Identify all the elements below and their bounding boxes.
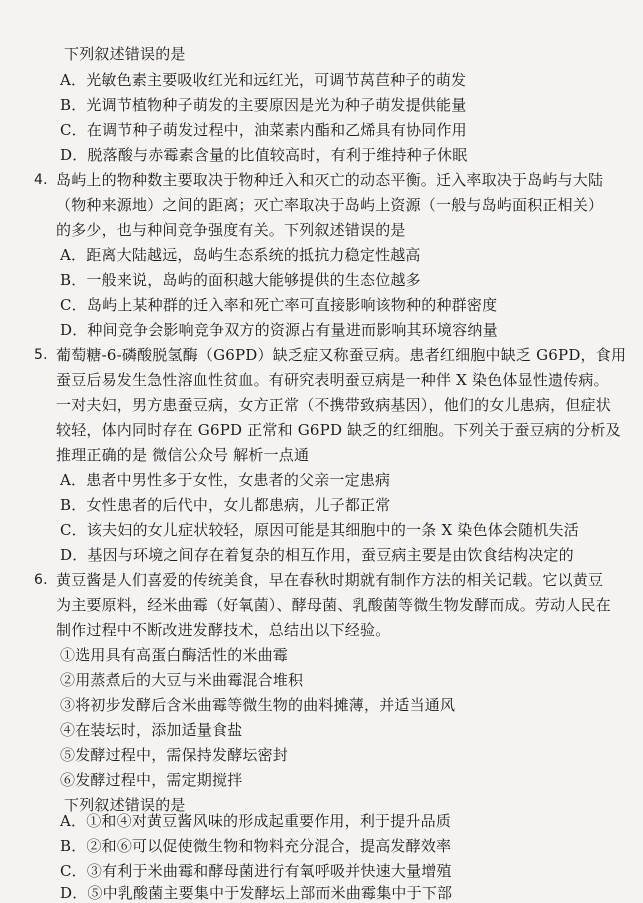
q6-item-3: ③将初步发酵后含米曲霉等微生物的曲料摊薄，并适当通风 [60,696,456,714]
q3-option-d: D．脱落酸与赤霉素含量的比值较高时，有利于维持种子休眠 [60,146,468,164]
q4-option-c: C．岛屿上某种群的迁入率和死亡率可直接影响该物种的种群密度 [60,296,498,314]
q6-number: 6. [34,572,48,588]
q6-item-6: ⑥发酵过程中，需定期搅拌 [60,771,243,789]
q6-option-b: B．②和⑥可以促使微生物和物料充分混合，提高发酵效率 [60,837,452,855]
q3-option-b: B．光调节植物种子萌发的主要原因是光为种子萌发提供能量 [60,96,467,114]
q6-item-1: ①选用具有高蛋白酶活性的米曲霉 [60,646,289,664]
q6-option-c: C．③有利于米曲霉和酵母菌进行有氧呼吸并快速大量增殖 [60,862,452,880]
q3-option-c: C．在调节种子萌发过程中，油菜素内酯和乙烯具有协同作用 [60,121,467,139]
q6-item-2: ②用蒸煮后的大豆与米曲霉混合堆积 [60,671,304,689]
q6-stem-line-2: 为主要原料，经米曲霉（好氧菌）、酵母菌、乳酸菌等微生物发酵而成。劳动人民在 [56,596,611,614]
q5-stem-line-5: 推理正确的是 微信公众号 解析一点通 [56,446,310,464]
q5-option-a: A．患者中男性多于女性，女患者的父亲一定患病 [60,471,391,489]
q5-option-d: D．基因与环境之间存在着复杂的相互作用，蚕豆病主要是由饮食结构决定的 [60,546,574,564]
q4-stem-line-3: 的多少，也与种间竞争强度有关。下列叙述错误的是 [56,221,406,239]
q4-option-b: B．一般来说，岛屿的面积越大能够提供的生态位越多 [60,271,421,289]
q5-stem-line-1: 葡萄糖-6-磷酸脱氢酶（G6PD）缺乏症又称蚕豆病。患者红细胞中缺乏 G6PD，食用 [56,346,627,364]
q6-stem-line-3: 制作过程中不断改进发酵技术，总结出以下经验。 [56,621,391,639]
q6-option-a: A．①和④对黄豆酱风味的形成起重要作用，利于提升品质 [60,812,452,830]
q4-stem-line-1: 岛屿上的物种数主要取决于物种迁入和灭亡的动态平衡。迁入率取决于岛屿与大陆 [56,171,604,189]
q6-stem-line-1: 黄豆酱是人们喜爱的传统美食，早在春秋时期就有制作方法的相关记载。它以黄豆 [56,571,604,589]
q5-stem-line-3: 一对夫妇，男方患蚕豆病，女方正常（不携带致病基因），他们的女儿患病，但症状 [56,396,611,414]
q3-option-a: A．光敏色素主要吸收红光和远红光，可调节莴苣种子的萌发 [60,71,467,89]
q5-stem-line-4: 较轻，体内同时存在 G6PD 正常和 G6PD 缺乏的红细胞。下列关于蚕豆病的分析及 [56,421,621,439]
q6-item-5: ⑤发酵过程中，需保持发酵坛密封 [60,746,289,764]
q5-option-b: B．女性患者的后代中，女儿都患病，儿子都正常 [60,496,391,514]
q5-stem-line-2: 蚕豆后易发生急性溶血性贫血。有研究表明蚕豆病是一种伴 X 染色体显性遗传病。 [56,371,609,389]
q6-stem-2: 下列叙述错误的是 [64,796,186,814]
q4-option-a: A．距离大陆越远，岛屿生态系统的抵抗力稳定性越高 [60,246,421,264]
q4-option-d: D．种间竞争会影响竞争双方的资源占有量进而影响其环境容纳量 [60,321,498,339]
q4-stem-line-2: （物种来源地）之间的距离；灭亡率取决于岛屿上资源（一般与岛屿面积正相关） [56,196,604,214]
q6-option-d: D．⑤中乳酸菌主要集中于发酵坛上部而米曲霉集中于下部 [60,884,453,902]
q4-number: 4. [34,172,48,188]
q5-number: 5. [34,347,48,363]
q6-item-4: ④在装坛时，添加适量食盐 [60,721,243,739]
q3-stem: 下列叙述错误的是 [64,45,186,63]
q5-option-c: C．该夫妇的女儿症状较轻，原因可能是其细胞中的一条 X 染色体会随机失活 [60,521,579,539]
